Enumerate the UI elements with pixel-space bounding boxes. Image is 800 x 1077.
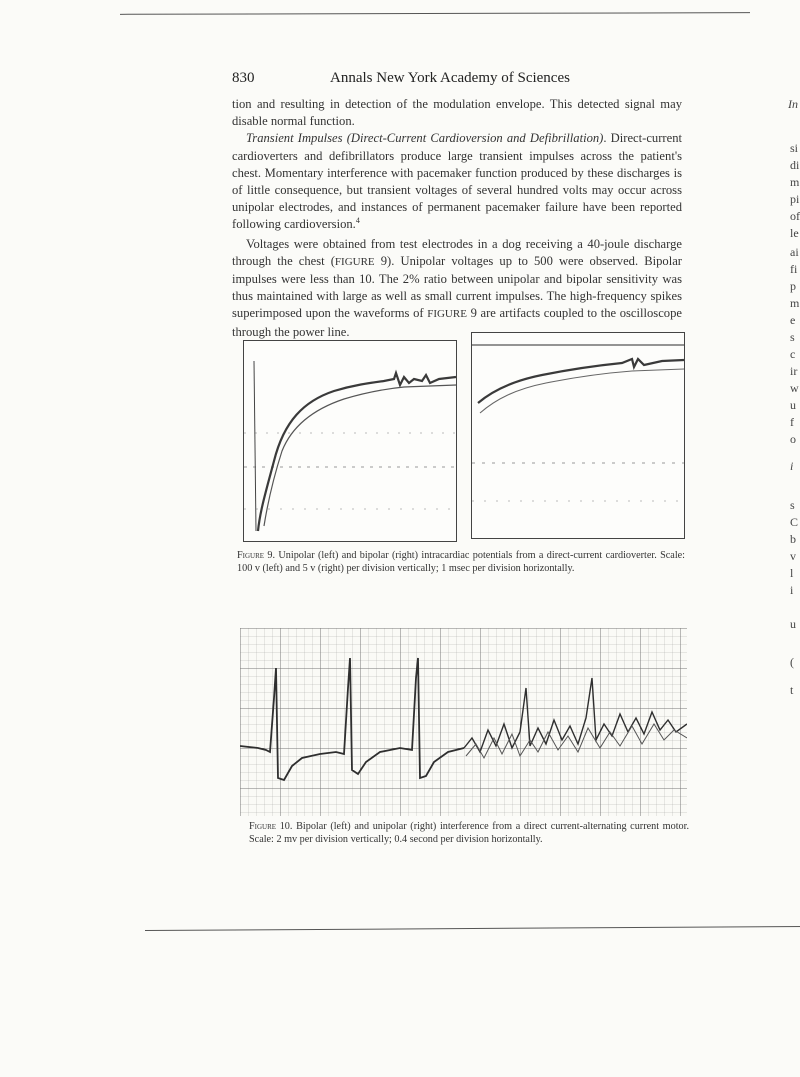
paragraph-2-text: . Direct-current cardioverters and defibrillators produce large transient impulses across the patient's chest. Momentary interference with pacemaker function produced by these discharges is of little consequence, but transient voltages of several hundred volts may occur across unipolar electrodes, and instances of permanent pacemaker failure have been reported following cardioversion.: [232, 131, 682, 232]
figure-ref: FIGURE: [334, 255, 375, 268]
unipolar-trace: [258, 373, 456, 531]
margin-fragment: i: [790, 583, 794, 597]
paragraph-1: tion and resulting in detection of the modulation envelope. This detected signal may disable normal function.: [232, 97, 682, 129]
margin-fragment: w: [790, 381, 799, 395]
section-heading-parenthetical: (Direct-Current Cardioversion and Defibrillation): [346, 131, 604, 146]
margin-fragment: le: [790, 226, 799, 240]
top-page-rule: [120, 12, 750, 15]
paragraph-3-part-a: Voltages were obtained from test electrodes in a dog receiving a 40-joule discharge through the chest (: [232, 236, 682, 268]
margin-fragment: m: [790, 296, 800, 310]
unipolar-trace-echo: [264, 385, 456, 526]
margin-fragment: s: [790, 498, 795, 512]
chart-grid: [240, 628, 687, 816]
paragraph-2: [232, 130, 682, 233]
margin-fragment: f: [790, 415, 794, 429]
margin-fragment: (: [790, 655, 794, 669]
margin-fragment: ai: [790, 245, 799, 259]
figure-9-left-scope: [243, 340, 457, 542]
margin-fragment: c: [790, 347, 796, 361]
paragraph-3-part-c: 9 are artifacts coupled to the oscilloscope through the power line.: [232, 306, 682, 339]
left-edge-trace: [254, 361, 256, 531]
margin-fragment: of: [790, 209, 800, 223]
margin-fragment: s: [790, 330, 795, 344]
margin-fragment: o: [790, 432, 796, 446]
margin-fragment: C: [790, 515, 799, 529]
body-text: [232, 96, 682, 341]
margin-fragment: u: [790, 617, 796, 631]
figure-ref: FIGURE: [427, 308, 467, 321]
paragraph-3-part-b: 9). Unipolar voltages up to 500 were observed. Bipolar impulses were less than 10. The 2% ratio between unipolar and bipolar sensitivity was thus maintained with large as well as small current impulses. The high-frequency spikes superimposed upon the waveforms of: [232, 253, 682, 321]
figure-9-right-trace: [472, 333, 684, 538]
bipolar-trace-echo: [480, 369, 684, 413]
figure-10-caption: [249, 820, 689, 846]
margin-fragment: v: [790, 549, 796, 563]
paragraph-3: [232, 236, 682, 341]
margin-fragment: p: [790, 279, 796, 293]
figure-9-label: Figure 9.: [237, 550, 276, 561]
journal-title: Annals New York Academy of Sciences: [330, 70, 570, 86]
margin-fragment: l: [790, 566, 794, 580]
figure-10-caption-text: Bipolar (left) and unipolar (right) interference from a direct current-alternating current motor. Scale: 2 mv per division vertically; 0.4 second per division horizontally.: [249, 821, 690, 845]
margin-fragment: ir: [790, 364, 798, 378]
reference-marker: 4: [355, 216, 360, 226]
bottom-page-rule: [145, 926, 800, 931]
section-heading-italic: Transient Impulses: [246, 131, 343, 146]
margin-fragment: t: [790, 683, 794, 697]
figure-10-ecg-strip: [240, 628, 687, 816]
margin-fragment: e: [790, 313, 796, 327]
page-number: 830: [232, 70, 255, 86]
bipolar-trace: [478, 359, 684, 403]
margin-fragment: fi: [790, 262, 798, 276]
margin-fragment: b: [790, 532, 796, 546]
margin-fragment: u: [790, 398, 796, 412]
margin-fragment: In: [788, 97, 798, 111]
margin-fragment: di: [790, 158, 800, 172]
figure-9-caption-text: Unipolar (left) and bipolar (right) intracardiac potentials from a direct-current cardioverter. Scale: 100 v (left) and 5 v (right) per division vertically; 1 msec per division horizontally.: [237, 550, 686, 574]
figure-9-caption: [237, 549, 685, 575]
margin-fragment: i: [790, 459, 794, 473]
figure-10-label: Figure 10.: [249, 821, 293, 832]
margin-fragment: m: [790, 175, 800, 189]
margin-fragment: si: [790, 141, 799, 155]
figure-9-left-trace: [244, 341, 456, 541]
figure-9-right-scope: [471, 332, 685, 539]
margin-fragment: pi: [790, 192, 800, 206]
